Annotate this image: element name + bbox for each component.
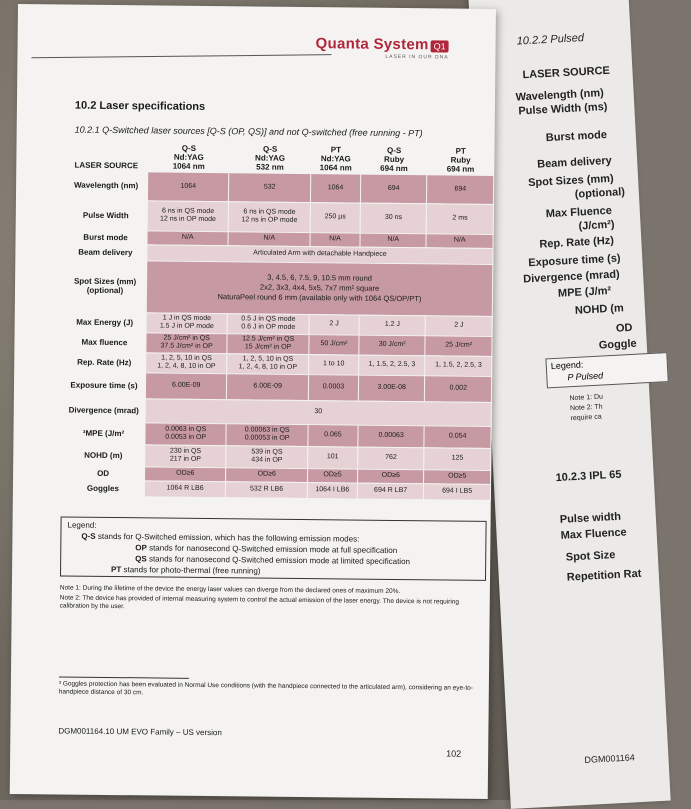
cell: 2 J	[309, 314, 359, 335]
cell: 0.00063	[358, 425, 425, 448]
legend-item: Q-S stands for Q-Switched emission, which has the following emission modes:	[81, 531, 360, 544]
cell: 6.00E-09	[146, 372, 227, 399]
cell: 694	[360, 175, 427, 204]
cell: 1 to 10	[309, 354, 359, 375]
right-label: LASER SOURCE	[522, 64, 611, 82]
legend-box	[60, 516, 487, 580]
cell: 30 J/cm²	[359, 335, 426, 356]
table-row	[61, 479, 491, 499]
cell: 532	[229, 173, 311, 202]
col-header: PT Ruby 694 nm	[446, 146, 475, 174]
col-header: Q-S Nd:YAG 532 nm	[255, 144, 286, 172]
row-label: Rep. Rate (Hz)	[62, 351, 146, 372]
cell: 0.0063 in QS 0.0053 in OP	[145, 422, 226, 445]
row-label: Spot Sizes (mm) (optional)	[63, 259, 148, 312]
cell: 1 J in QS mode 1.5 J in OP mode	[147, 312, 228, 333]
row-label: NOHD (m)	[61, 443, 145, 466]
cell: 12.5 J/cm² in QS 15 J/cm² in OP	[227, 333, 309, 354]
cell: 2 J	[426, 315, 493, 336]
cell: 101	[308, 446, 358, 469]
cell: 539 in QS 434 in OP	[226, 445, 308, 468]
cell: 0.065	[308, 424, 358, 447]
right-legend-title: Legend:	[550, 359, 584, 372]
row-label: Max fluence	[62, 331, 146, 352]
col-header: PT Nd:YAG 1064 nm	[319, 145, 352, 173]
table-row	[63, 259, 493, 315]
cell: 25 J/cm² in QS 37.5 J/cm² in OP	[146, 332, 227, 353]
cell: 762	[358, 447, 425, 470]
brand-logo	[315, 35, 448, 60]
col-header: Q-S Ruby 694 nm	[380, 145, 408, 174]
brand-name: Quanta System	[315, 35, 429, 54]
cell: 1, 2, 5, 10 in QS 1, 2, 4, 8, 10 in OP	[146, 352, 227, 373]
right-label: Max Fluence	[560, 526, 627, 542]
right-label: Wavelength (nm)	[515, 87, 605, 104]
right-label: Spot Sizes (mm)	[527, 172, 614, 190]
cell-span	[147, 260, 493, 316]
cell: 1064	[148, 172, 229, 201]
row-label: Divergence (mrad)	[62, 397, 146, 422]
cell: OD≥6	[226, 467, 308, 482]
page-number: 102	[446, 748, 462, 759]
right-label: Beam delivery	[536, 154, 613, 171]
right-label: Exposure time (s)	[528, 252, 621, 270]
right-label: Pulse Width (ms)	[518, 100, 608, 118]
cell: OD≥5	[424, 469, 491, 484]
legend-item: PT stands for photo-thermal (free running)	[111, 565, 261, 576]
right-label: Rep. Rate (Hz)	[539, 234, 615, 251]
cell: 1064 R LB6	[145, 480, 226, 497]
document-code: DGM001164.10 UM EVO Family – US version	[58, 726, 222, 738]
right-label: Spot Size	[565, 549, 616, 564]
footnote: ³ Goggles protection has been evaluated in Normal Use conditions (with the handpiece connected to the articulated arm), considering an eye-to-handpiece distance of 30 cm.	[58, 680, 473, 697]
cell: 50 J/cm²	[309, 334, 359, 355]
right-label: Goggle	[598, 337, 637, 352]
row-label: OD	[61, 465, 145, 480]
cell: 0.00063 in QS 0.00053 in OP	[226, 423, 308, 446]
right-label: (optional)	[574, 186, 626, 201]
right-label: Divergence (mrad)	[522, 268, 621, 286]
col-header: Q-S Nd:YAG 1064 nm	[172, 143, 205, 171]
cell: 1.2 J	[359, 315, 426, 336]
spot-line: 2x2, 3x3, 4x4, 5x5, 7x7 mm² square	[259, 282, 380, 293]
cell: N/A	[360, 233, 427, 248]
cell: 532 R LB6	[226, 481, 308, 498]
cell: 694	[427, 175, 494, 204]
row-label: ³MPE (J/m²	[61, 421, 145, 444]
cell: 6.00E-09	[227, 373, 309, 400]
cell: OD≥6	[357, 469, 424, 484]
cell: 2 ms	[427, 203, 494, 234]
row-label: Wavelength (nm)	[64, 171, 148, 200]
row-label: Burst mode	[63, 229, 147, 244]
table-row	[64, 199, 494, 233]
right-heading2: 10.2.3 IPL 65	[555, 468, 622, 485]
spot-line: 3, 4.5, 6, 7.5, 9, 10.5 mm round	[267, 272, 373, 283]
brand-badge: Q1	[431, 40, 449, 52]
row-label: Exposure time (s)	[62, 371, 146, 398]
right-doc-code: DGM001164	[584, 752, 636, 765]
right-label: (J/cm²)	[578, 218, 615, 233]
cell: 125	[424, 447, 491, 470]
cell: 3.00E-08	[358, 375, 425, 402]
legend-title: Legend:	[67, 520, 97, 530]
right-label: MPE (J/m²	[557, 284, 612, 300]
legend-item: OP stands for nanosecond Q-Switched emission mode at full specification	[135, 543, 398, 556]
row-label: Pulse Width	[64, 199, 148, 230]
cell: N/A	[228, 231, 310, 246]
right-legend-p: P Pulsed	[567, 370, 604, 383]
cell: 0.054	[424, 425, 491, 448]
spot-line: NaturaPeel round 6 mm (available only with 1064 QS/OP/PT)	[217, 292, 422, 304]
header-rule	[31, 54, 331, 58]
right-label: NOHD (m	[574, 302, 625, 317]
cell: 1064 I LB6	[307, 482, 357, 499]
spec-table	[61, 142, 495, 500]
cell-span: 30	[146, 398, 492, 426]
brand-tagline: LASER IN OUR DNA	[385, 53, 449, 61]
cell: N/A	[310, 232, 360, 247]
right-label: Burst mode	[545, 128, 608, 145]
manual-page	[10, 4, 496, 799]
note-1: Note 1: During the lifetime of the device the energy laser values can diverge from the declared ones of maximum 20%.	[59, 584, 401, 596]
right-label: Repetition Rat	[566, 567, 642, 584]
cell: 30 ns	[360, 203, 427, 234]
cell: 1, 1.5, 2, 2.5, 3	[425, 355, 492, 376]
footnote-rule	[59, 676, 189, 678]
row-label: Goggles	[61, 479, 145, 496]
right-page-heading: 10.2.2 Pulsed	[516, 32, 585, 48]
table-header-row	[64, 142, 494, 175]
cell: 6 ns in QS mode 12 ns in OP mode	[229, 201, 311, 232]
legend-item: QS stands for nanosecond Q-Switched emission mode at limited specification	[135, 554, 411, 567]
subsection-title: 10.2.1 Q-Switched laser sources [Q-S (OP, QS)] and not Q-switched (free running - PT)	[74, 124, 423, 139]
cell: 1064	[310, 174, 360, 203]
row-label: Max Energy (J)	[63, 311, 147, 332]
cell: 1, 1.5, 2, 2.5, 3	[359, 355, 426, 376]
cell: 0.0003	[308, 374, 358, 401]
right-legend	[545, 352, 668, 388]
cell: 1, 2, 5, 10 in QS 1, 2, 4, 8, 10 in OP	[227, 353, 309, 374]
cell: 0.002	[425, 375, 492, 402]
cell: 6 ns in QS mode 12 ns in OP mode	[148, 200, 229, 231]
right-label: Max Fluence	[545, 204, 613, 221]
cell: OD≥6	[145, 466, 226, 481]
header-label: LASER SOURCE	[74, 160, 139, 171]
right-note: Note 1: Du	[569, 393, 604, 403]
right-note: require ca	[570, 413, 602, 423]
cell: N/A	[426, 233, 493, 248]
cell: 230 in QS 217 in OP	[145, 444, 226, 467]
cell: 25 J/cm²	[425, 335, 492, 356]
right-label: Pulse width	[559, 510, 622, 526]
cell: OD≥5	[307, 468, 357, 483]
note-2: Note 2: The device has provided of internal measuring system to control the actual emission of the laser energy. The device is not requiring calibration by the user.	[59, 594, 460, 611]
table-row	[64, 171, 494, 203]
cell: 694 R LB7	[357, 483, 424, 500]
cell: 694 I LB5	[424, 483, 491, 500]
cell: N/A	[147, 230, 228, 245]
cell-span: Articulated Arm with detachable Handpiece	[147, 244, 493, 264]
section-title: 10.2 Laser specifications	[74, 99, 206, 113]
right-label: OD	[615, 321, 633, 335]
cell: 0.5 J in QS mode 0.6 J in OP mode	[227, 313, 309, 334]
cell: 250 µs	[310, 202, 360, 233]
row-label: Beam delivery	[63, 243, 147, 260]
right-note: Note 2: Th	[569, 403, 603, 413]
